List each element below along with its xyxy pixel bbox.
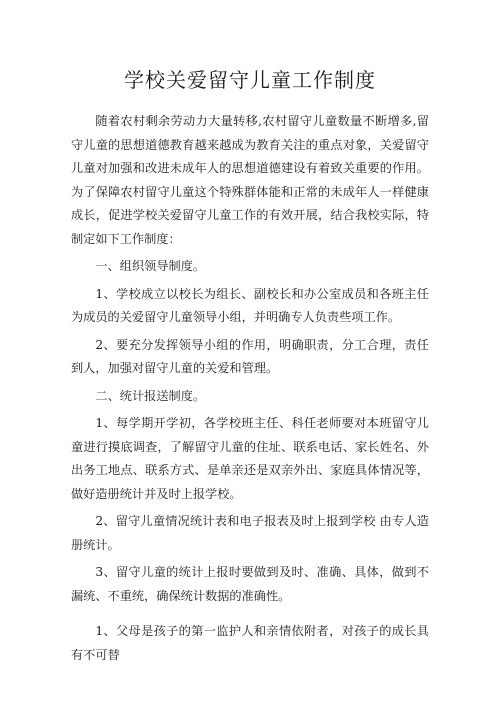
intro-paragraph: 随着农村剩余劳动力大量转移,农村留守儿童数量不断增多,留守儿童的思想道德教育越来越成为教育关注的重点对象，关爱留守儿童对加强和改进未成年人的思想道德建设有着致关重要的作用。为了保障农村留守儿童这个特殊群体能和正常的未成年人一样健康成长，促进学校关爱留守儿童工作的有效开展，结合我校实际，特制定如下工作制度： — [71, 114, 429, 246]
statistics-item-1: 1、每学期开学初，各学校班主任、科任老师要对本班留守儿童进行摸底调查，了解留守儿童的住址、联系电话、家长姓名、外出务工地点、联系方式、是单亲还是双亲外出、家庭具体情况等，做好造册统计并及时上报学校。 — [71, 416, 429, 501]
organization-item-1: 1、学校成立以校长为组长、副校长和办公室成员和各班主任为成员的关爱留守儿童领导小组，并明确专人负责些项工作。 — [71, 286, 429, 324]
document-title: 学校关爱留守儿童工作制度 — [124, 68, 376, 92]
organization-item-2: 2、要充分发挥领导小组的作用，明确职责，分工合理，责任到人，加强对留守儿童的关爱和管理。 — [71, 337, 429, 375]
section-heading-statistics: 二、统计报送制度。 — [95, 388, 206, 403]
statistics-item-3: 3、留守儿童的统计上报时要做到及时、准确、具体，做到不漏统、不重统，确保统计数据的准确性。 — [71, 565, 429, 603]
document-body — [71, 110, 429, 671]
guardian-item-1: 1、父母是孩子的第一监护人和亲情依附者，对孩子的成长具有不可替 — [71, 624, 429, 662]
section-heading-organization: 一、组织领导制度。 — [95, 259, 206, 273]
statistics-item-2: 2、留守儿童情况统计表和电子报表及时上报到学校 由专人造册统计。 — [71, 514, 429, 552]
